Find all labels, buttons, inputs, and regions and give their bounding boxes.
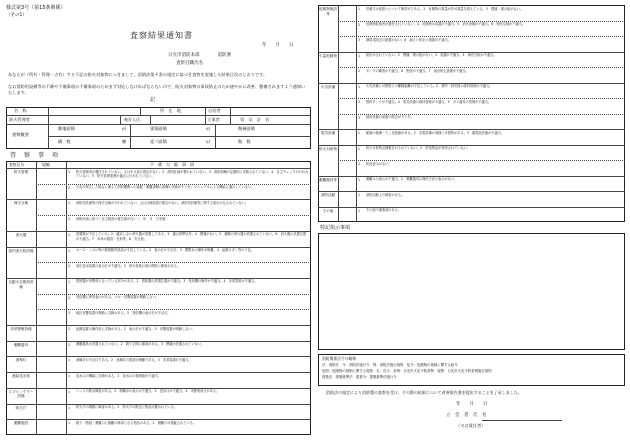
item-number: 1 (358, 131, 361, 135)
left-deficiency-row (66, 419, 311, 435)
item-number: 3 (358, 38, 361, 42)
item-number: 1 (68, 342, 71, 347)
right-deficiency-row (356, 176, 625, 192)
item-number: 1 (68, 201, 71, 206)
deficiency-text: 避難器具が設置されていない。2 降下空間に障害がある。3 標識が設置されていない。 (76, 342, 205, 347)
row-divider (338, 36, 625, 37)
building-count-label: 構 数 (58, 139, 71, 144)
building-area-unit: ㎡ (206, 126, 211, 131)
deficiency-text: 静電気除去の措置がない。8 漏えい防止の措置が不適当。 (366, 37, 451, 42)
left-deficiency-row (66, 388, 311, 404)
item-number: 1 (68, 421, 71, 426)
item-number: 2 (68, 295, 71, 300)
right-deficiency-row (356, 191, 625, 207)
left-category-7: 誘導灯 (15, 358, 27, 363)
form-number: 様式第3号（第15条関係） (6, 5, 66, 11)
left-deficiency-row (66, 168, 311, 184)
deficiency-text: 避難ロの表示が不適当。2 避難器具の操作方法の表示がない。 (366, 177, 458, 181)
item-number: 3 (68, 311, 71, 316)
recipient-label: 被存人氏 (124, 117, 140, 122)
receipt-date: 年 月 日 (456, 402, 488, 407)
left-category-2: 消火器 (15, 232, 27, 237)
item-number: 1 (68, 248, 71, 253)
right-category-7: その他 (322, 208, 334, 213)
owner-label: 自治者 (208, 108, 221, 113)
deficiency-text: 届出がされていない。2 標識・掲示板がない。3 容器が不適当。4 保有空地が不適当。 (366, 53, 497, 57)
record-heading: 記 (150, 97, 156, 103)
left-category-3: 屋内消火栓設備 (8, 248, 34, 253)
left-deficiency-row (66, 199, 311, 215)
deficiency-text: 加圧送水装置の表示灯が不適当。3 消火栓箱の扉の開放に障害がある。 (76, 263, 181, 268)
position-label: 立事者 (207, 117, 220, 122)
item-number: 1 (358, 84, 361, 89)
building-area-label: 建築面積 (150, 126, 167, 131)
deficiency-text: 設置数が不足している。2 適応しない消火器が設置してある。3 適合基準以外。4 標識がない。5 種類の消火器が設置されていない。6 消火器の設置位置が不適当。7 本体が腐食・変形等。8 安全栓。 (76, 232, 307, 241)
deficiency-text: 火災が発生した場合に備えて消防機関への通報・避難誘導の訓練の実施が不十分。マニュアルによる機能に適合していない。 (76, 185, 255, 190)
floor-area-label: 階層面積 (238, 126, 255, 131)
item-number: 2 (358, 162, 361, 166)
row-divider (338, 21, 625, 22)
right-deficiency-row (356, 83, 625, 99)
deficiency-text: 消防計画に基づく自主検査の報告書がない（ 年 月 日実施） (76, 216, 169, 221)
item-number: 1 (68, 232, 71, 237)
item-number: 1 (68, 358, 71, 363)
row-divider (338, 98, 625, 99)
left-deficiency-row (66, 262, 311, 278)
item-number: 1 (358, 208, 361, 213)
right-deficiency-row (356, 36, 625, 52)
right-sections (318, 5, 625, 222)
floors-label: 階 数 (238, 139, 251, 144)
deficiency-text: 防火戸の閉鎖に障害がある。2 防火戸の附近に物品が置かれている。 (76, 405, 177, 410)
right-deficiency-row (356, 207, 625, 223)
col-header-category: 査察区分 (9, 162, 25, 167)
deficiency-text: 防炎表示がない。 (366, 161, 392, 166)
deficiency-text: 火気設備と可燃物との離隔距離が不足している。2 煙突・排気筒の維持管理が不適当。 (366, 84, 493, 88)
left-category-11: 避難施設 (13, 421, 29, 426)
deficiency-text: 防火対象物点検報告がされていない。2 防炎物品が使用されていない。 (366, 146, 471, 150)
receipt-text: 消防法の規定により消防署の査察を受け、その際の結果について改善報告書を提出することを了承しました。 (326, 390, 522, 395)
building-count-unit: 棟 (122, 139, 127, 144)
item-number: 1 (68, 389, 71, 394)
item-number: 2 (358, 22, 361, 27)
right-category-4: 防火対象物 (319, 146, 337, 151)
left-category-0: 防火管理 (13, 170, 29, 174)
deficiency-text: 貯蔵又は取扱いについて無許可である。2 危険物の数量が許可数量を超えている。3 標識・掲示板がない。 (366, 6, 523, 11)
legend-line-1: 法：消防法 令：消防法施行令 則：消防法施行規則 危令：危険物の規制に関する政令 (322, 363, 458, 367)
item-number: 1 (358, 53, 361, 58)
headcount-label: 男 女 計 名 (240, 117, 270, 122)
fire-manager-label: 防火管理者 (9, 117, 30, 122)
building-summary-label: 建物概要 (12, 132, 29, 137)
issuer-office: 日光市消防本部 消防署 (168, 53, 231, 58)
deficiency-text: 誘導灯が不点灯である。2 誘導灯の視認が困難である。3 非常電源が不適当。 (76, 357, 192, 362)
right-deficiency-row (356, 98, 625, 114)
right-deficiency-row (356, 52, 625, 68)
right-category-6: 消防活動 (320, 193, 336, 197)
deficiency-text: 送水口の機能に支障がある。2 放水口の格納箱が不適当。 (76, 373, 161, 378)
left-deficiency-row (66, 372, 311, 388)
left-sections (6, 168, 311, 435)
item-number: 1 (358, 193, 361, 197)
row-divider (338, 67, 625, 68)
row-divider (338, 114, 625, 115)
right-category-0: 危険物施設等 (319, 7, 337, 16)
col-header-deficiencies: 不 備 欠 陥 事 項 (150, 162, 194, 167)
deficiency-text: 受信機に異常表示がある。ベル・音響装置が鳴動しない。 (76, 295, 159, 300)
address-label: 所 在 地 (160, 108, 181, 113)
right-category-1: 少量危険物 (319, 53, 337, 58)
right-category-2: 火気設備 (320, 84, 336, 89)
name-label: 名 称 (14, 108, 27, 113)
item-number: 3 (358, 115, 361, 120)
item-number: 2 (358, 69, 361, 73)
item-number: 1 (358, 177, 361, 182)
right-deficiency-row (356, 5, 625, 21)
deficiency-text: 廊下・階段・避難口に避難の障害となる物品がある。2 避難口が施錠されている。 (76, 420, 196, 425)
row-divider (36, 184, 311, 185)
left-category-1: 保守点検 (13, 201, 29, 206)
left-category-9: スプリンクラー設備 (8, 389, 34, 399)
special-instructions-heading: 特記指示事項 (320, 225, 351, 231)
item-number: 1 (68, 279, 71, 284)
item-number: 2 (68, 185, 71, 190)
item-number: 1 (68, 327, 71, 332)
right-deficiency-row (356, 129, 625, 145)
legend-line-2: 危則：危険物の規制に関する規則 告：告示 条例：日光市火災予防条例 規則：日光市火災予防条例施行規則 (322, 369, 492, 373)
left-deficiency-row (66, 309, 311, 325)
row-divider (36, 215, 311, 216)
left-category-4: 自動火災報知設備 (8, 279, 34, 289)
deficiency-text: タンクの構造が不適当。6 配管が不適当。7 流出防止措置が不適当。 (366, 68, 469, 73)
left-deficiency-row (66, 341, 311, 357)
item-number: 2 (68, 264, 71, 269)
left-deficiency-row (66, 404, 311, 420)
total-area-label: 延べ面積 (150, 139, 167, 144)
deficiency-text: 起動装置の操作部に支障がある。2 表示灯が不適当。3 音響装置が鳴動しない。 (76, 326, 195, 331)
deficiency-text: 防火管理者が選任されていない。又は中止届の提出がない。3 消防計画が整われていない。3 消防訓練が定期的に実施されていない。4 自主チェックが行われていない。5 防火管理業務が適正に行われていない。 (76, 169, 309, 178)
row-divider (36, 262, 311, 263)
deficiency-text: 感知器が未警戒となっている部分がある。2 感知器の設置位置が不適当。3 受信機の操作が不適当。4 非常電源が不適当。 (76, 279, 258, 284)
legend-heading: 消防関係法令の略称 (322, 356, 357, 361)
item-number: 1 (358, 7, 361, 11)
item-number: 1 (358, 146, 361, 151)
right-category-5: 避難器具等 (319, 177, 337, 182)
intro-text: あなたが（所有・管理・占有）する下記の防火対象物につきまして、消防法第４条の規定に基づき査察を実施した結果日次のとおりです。 (8, 72, 268, 77)
row-divider (338, 160, 625, 161)
deficiency-text: 厨房設備の油脂の除去が不十分。 (366, 115, 414, 119)
left-deficiency-row (66, 231, 311, 247)
left-deficiency-row (66, 247, 311, 263)
document-title: 査察結果通知書 (130, 31, 193, 40)
inspector-name-label: 査察目職氏名 (176, 61, 203, 66)
deficiency-text: その他不備事項がある。 (366, 208, 402, 212)
left-deficiency-row (66, 294, 311, 310)
intro-text-2: なお消防用設備等の不備や不備事項の不備事項のためまず対応しなければならないので、防火対象物の事故防止のため速やかに改善、整備されますよう通知いたします。 (8, 84, 306, 95)
right-category-3: 電気設備 (320, 131, 336, 135)
row-divider (36, 294, 311, 295)
sheet-label: （その1） (6, 13, 27, 18)
deficiency-text: ホース・ノズル等の格納箱内部品が不足している。2 表示灯が不点灯。3 開閉弁の操作が困難。4 起動ボタン等の不良。 (76, 248, 254, 253)
left-category-6: 避難器具 (13, 342, 29, 347)
item-number: 1 (68, 405, 71, 410)
deficiency-text: ヘッドの散水障害がある。2 制御弁の表示が不適当。3 送水口が不適当。4 未警戒部分がある。 (76, 389, 220, 394)
left-deficiency-row (66, 184, 311, 200)
right-deficiency-row (356, 67, 625, 83)
total-area-unit: ㎡ (206, 139, 211, 144)
deficiency-text: 燃料タンクが不適当。4 電気設備の維持管理が不適当。5 ガス器具の管理が不適当。 (366, 99, 492, 104)
right-deficiency-row (356, 114, 625, 130)
item-number: 2 (358, 100, 361, 104)
signer-sub-label: （又は責任者） (456, 423, 486, 428)
left-deficiency-row (66, 278, 311, 294)
left-deficiency-row (66, 356, 311, 372)
left-category-8: 連結送水管 (12, 374, 30, 379)
col-header-law: 規編 (42, 162, 50, 167)
left-deficiency-row (66, 215, 311, 231)
right-deficiency-row (356, 145, 625, 161)
legend-line-3: 建基法：建築基準法 建基令：建築基準法施行令 (322, 375, 397, 379)
left-category-10: 防火戸 (15, 405, 27, 410)
row-divider (36, 309, 311, 310)
deficiency-text: 地区音響装置の鳴動に支障がある。5 発信機の表示灯が不点灯。 (76, 310, 171, 315)
item-number: 2 (68, 217, 71, 222)
deficiency-text: 消防活動上の障害がある。 (366, 192, 405, 197)
site-area-label: 敷地面積 (58, 126, 75, 131)
deficiency-text: 配線の損傷・たこ足配線がある。2 変電設備の周囲に可燃物がある。3 蓄電池設備が不適当。 (366, 130, 504, 135)
special-instructions-box (318, 233, 625, 350)
site-area-unit: ㎡ (122, 126, 127, 131)
right-deficiency-row (356, 21, 625, 37)
left-deficiency-row (66, 325, 311, 341)
deficiency-text: 消防用設備等の保守点検が行われていない。又は点検結果の報告がない。消防用設備等に関する届出がなされていない。 (76, 200, 249, 205)
inspection-items-heading: 査 察 事 項 (10, 152, 60, 159)
right-deficiency-row (356, 160, 625, 176)
item-number: 1 (68, 374, 71, 379)
left-category-5: 非常警報設備 (10, 327, 32, 332)
item-number: 1 (68, 170, 71, 174)
issue-date: 年 月 日 (262, 43, 294, 48)
signer-label: 立 会 者 氏 名 (446, 413, 487, 418)
deficiency-text: 危険物取扱者が選任されていない。4 危険物の容器が不適当。5 消火設備が不適当。6 保有空地が不適当。 (366, 22, 526, 26)
